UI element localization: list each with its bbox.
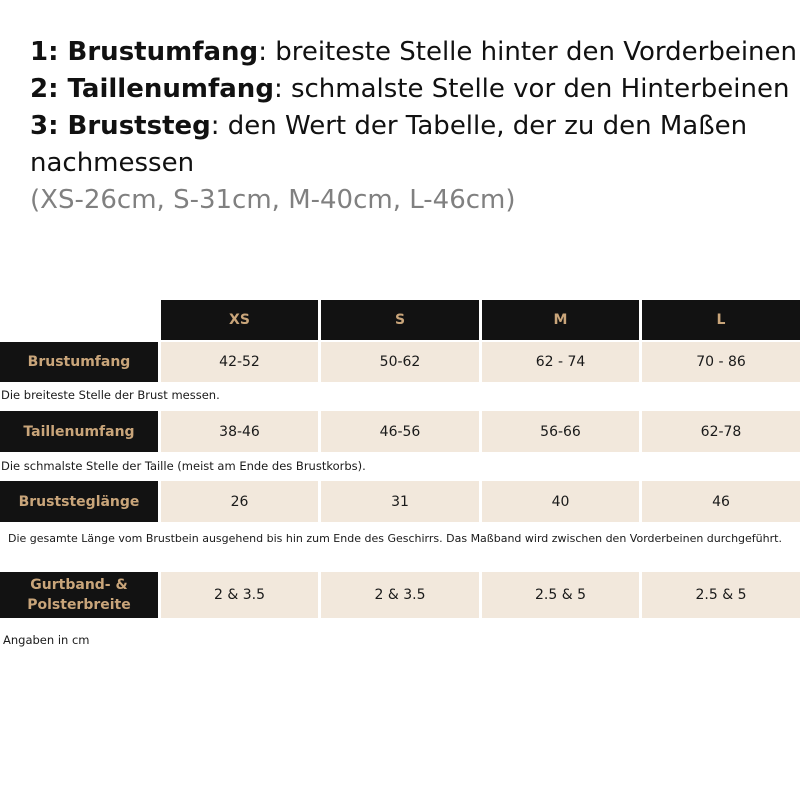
row-label-gurtband-polsterbreite bbox=[0, 572, 158, 618]
row-description: Die gesamte Länge vom Brustbein ausgehend bis hin zum Ende des Geschirrs. Das Maßband wird zwischen den Vorderbeinen durchgeführt. bbox=[8, 532, 782, 545]
row-description: Die breiteste Stelle der Brust messen. bbox=[1, 388, 220, 402]
value-cell: 31 bbox=[321, 481, 479, 522]
definition-line-3 bbox=[30, 108, 790, 182]
size-header-xs: XS bbox=[161, 300, 318, 340]
size-header-s: S bbox=[321, 300, 479, 340]
definition-text: : den Wert der Tabelle, der zu den Maßen nachmessen bbox=[30, 111, 748, 178]
size-header-l: L bbox=[642, 300, 800, 340]
value-cell: 56-66 bbox=[482, 411, 639, 452]
row-description: Die schmalste Stelle der Taille (meist am Ende des Brustkorbs). bbox=[1, 459, 366, 473]
value-cell: 62-78 bbox=[642, 411, 800, 452]
row-label-bruststeglaenge: Bruststeglänge bbox=[0, 481, 158, 522]
value-cell: 62 - 74 bbox=[482, 342, 639, 382]
value-cell: 2 & 3.5 bbox=[161, 572, 318, 618]
value-cell: 2.5 & 5 bbox=[482, 572, 639, 618]
value-cell: 46 bbox=[642, 481, 800, 522]
definition-term: 2: Taillenumfang bbox=[30, 74, 274, 104]
value-cell: 50-62 bbox=[321, 342, 479, 382]
value-cell: 46-56 bbox=[321, 411, 479, 452]
value-cell: 2 & 3.5 bbox=[321, 572, 479, 618]
row-label-line: Gurtband- & bbox=[30, 577, 128, 593]
value-cell: 38-46 bbox=[161, 411, 318, 452]
row-label-line: Polsterbreite bbox=[27, 597, 131, 613]
intro-text bbox=[30, 34, 797, 219]
value-cell: 42-52 bbox=[161, 342, 318, 382]
size-note: (XS-26cm, S-31cm, M-40cm, L-46cm) bbox=[30, 185, 516, 215]
definition-term: 1: Brustumfang bbox=[30, 37, 259, 67]
definition-line-1 bbox=[30, 34, 797, 71]
table-footnote: Angaben in cm bbox=[3, 633, 90, 647]
row-label-taillenumfang: Taillenumfang bbox=[0, 411, 158, 452]
definition-text: : schmalste Stelle vor den Hinterbeinen bbox=[273, 74, 790, 104]
size-header-m: M bbox=[482, 300, 639, 340]
value-cell: 2.5 & 5 bbox=[642, 572, 800, 618]
row-label-brustumfang: Brustumfang bbox=[0, 342, 158, 382]
definition-term: 3: Bruststeg bbox=[30, 111, 211, 141]
value-cell: 70 - 86 bbox=[642, 342, 800, 382]
definition-text: : breiteste Stelle hinter den Vorderbeinen bbox=[258, 37, 797, 67]
value-cell: 40 bbox=[482, 481, 639, 522]
value-cell: 26 bbox=[161, 481, 318, 522]
definition-line-2 bbox=[30, 71, 790, 108]
